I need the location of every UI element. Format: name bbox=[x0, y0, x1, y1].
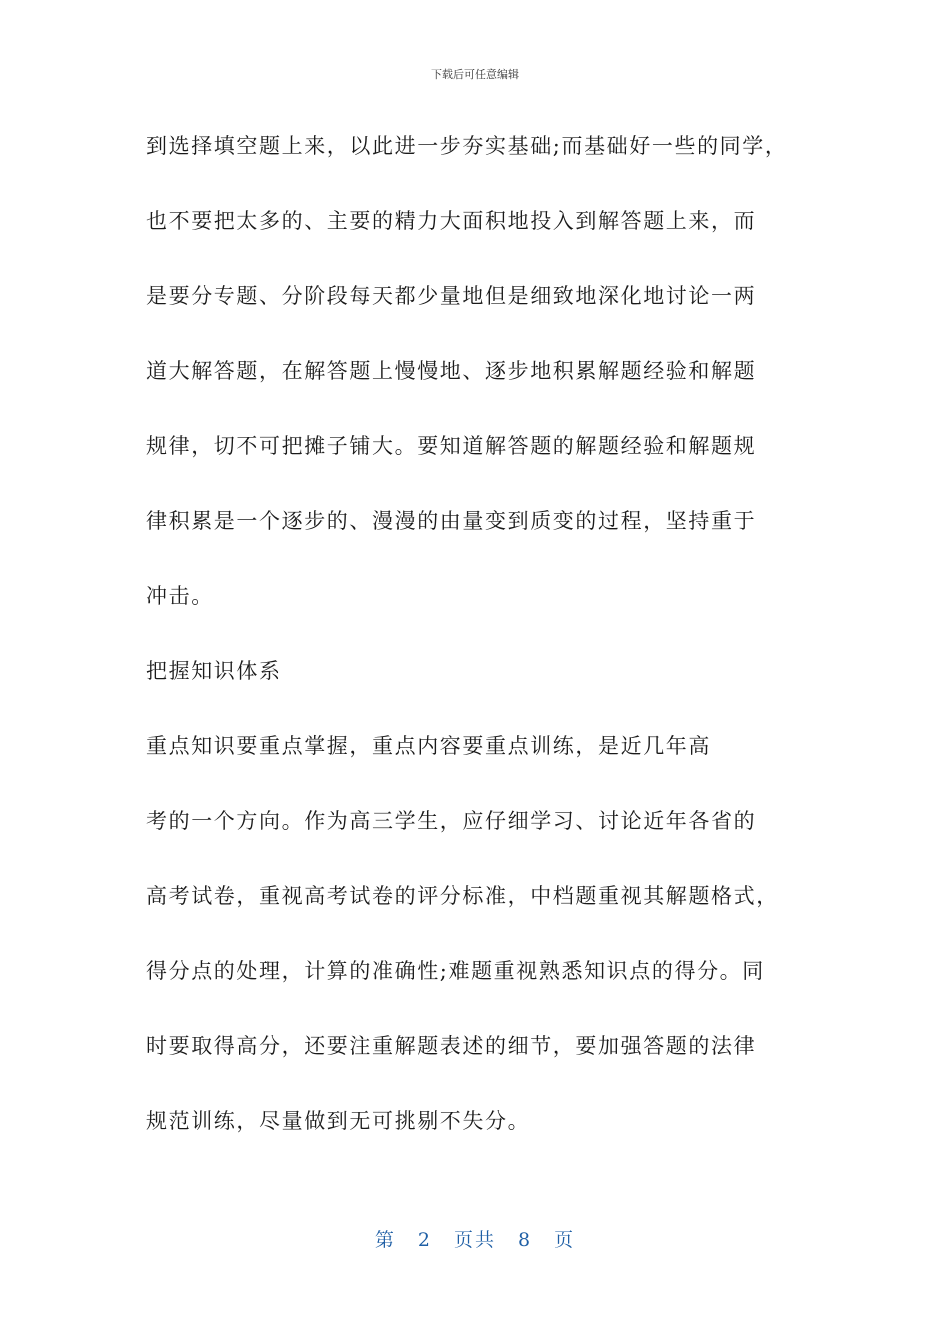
page-label-mid: 页共 bbox=[453, 1229, 496, 1251]
body-line: 是要分专题、分阶段每天都少量地但是细致地深化地讨论一两 bbox=[146, 284, 757, 308]
page-number-total: 8 bbox=[518, 1229, 533, 1251]
page-label-prefix: 第 bbox=[374, 1229, 396, 1251]
page-label-suffix: 页 bbox=[554, 1229, 576, 1251]
body-line: 规律，切不可把摊子铺大。要知道解答题的解题经验和解题规 bbox=[146, 434, 757, 458]
body-line: 规范训练，尽量做到无可挑剔不失分。 bbox=[146, 1109, 531, 1133]
body-line: 冲击。 bbox=[146, 584, 214, 608]
body-line: 时要取得高分，还要注重解题表述的细节，要加强答题的法律 bbox=[146, 1034, 757, 1058]
page-footer bbox=[0, 1225, 950, 1252]
body-line: 到选择填空题上来，以此进一步夯实基础;而基础好一些的同学， bbox=[146, 134, 788, 158]
body-line: 考的一个方向。作为高三学生，应仔细学习、讨论近年各省的 bbox=[146, 809, 757, 833]
header-note: 下载后可任意编辑 bbox=[431, 68, 519, 81]
body-line: 道大解答题，在解答题上慢慢地、逐步地积累解题经验和解题 bbox=[146, 359, 757, 383]
section-heading: 把握知识体系 bbox=[146, 659, 282, 683]
page-number-current: 2 bbox=[417, 1229, 432, 1251]
body-line: 高考试卷，重视高考试卷的评分标准，中档题重视其解题格式， bbox=[146, 884, 779, 908]
document-body bbox=[146, 128, 826, 1178]
body-line: 律积累是一个逐步的、漫漫的由量变到质变的过程，坚持重于 bbox=[146, 509, 757, 533]
body-line: 重点知识要重点掌握，重点内容要重点训练，是近几年高 bbox=[146, 734, 711, 758]
body-line: 得分点的处理，计算的准确性;难题重视熟悉知识点的得分。同 bbox=[146, 959, 765, 983]
body-line: 也不要把太多的、主要的精力大面积地投入到解答题上来，而 bbox=[146, 209, 757, 233]
